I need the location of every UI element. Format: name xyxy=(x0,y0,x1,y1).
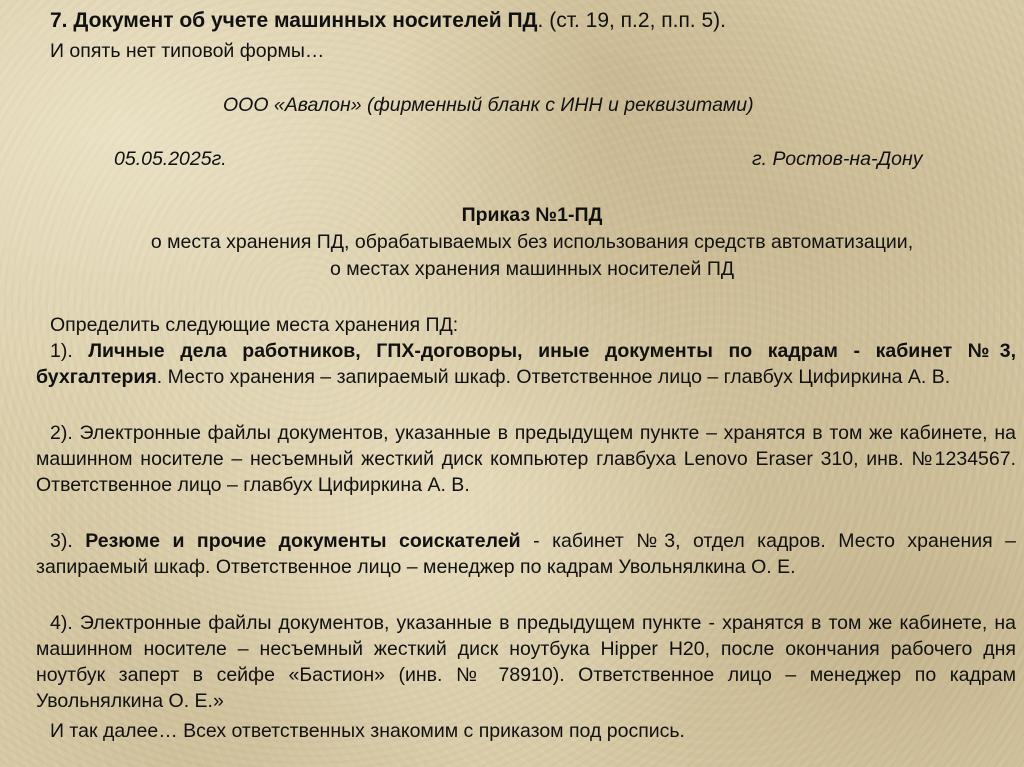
heading-line xyxy=(50,8,726,34)
item-prefix: 2). xyxy=(50,422,80,444)
item-text: Электронные файлы документов, указанные в предыдущем пункте - хранятся в том же кабинете, на машинном носителе – несъемный жесткий диск ноутбука Hipper H20, после окончания рабочего дня ноутбук заперт в сейфе «Бастион» (инв. № 78910). Ответственное лицо – менеджер по кадрам Увольнялкина О. Е.» xyxy=(36,612,1016,712)
letterhead-city: г. Ростов-на-Дону xyxy=(752,148,923,170)
body-intro: Определить следующие места хранения ПД: xyxy=(50,314,459,336)
body-closing: И так далее… Всех ответственных знакомим с приказом под роспись. xyxy=(50,720,685,742)
item-prefix: 4). xyxy=(50,612,80,634)
list-item-3 xyxy=(36,528,1016,580)
order-subtitle-line1: о места хранения ПД, обрабатываемых без использования средств автоматизации, xyxy=(150,231,914,253)
list-item-4 xyxy=(36,610,1016,714)
letterhead-company: ООО «Авалон» (фирменный бланк с ИНН и реквизитами) xyxy=(223,94,754,116)
item-text: . Место хранения – запираемый шкаф. Ответственное лицо – главбух Цифиркина А. В. xyxy=(156,366,951,388)
order-title: Приказ №1-ПД xyxy=(461,204,603,226)
item-bold-text: Резюме и прочие документы соискателей xyxy=(85,530,521,552)
heading-title: 7. Документ об учете машинных носителей ПД xyxy=(50,9,538,32)
list-item-2 xyxy=(36,420,1016,498)
order-subtitle-line2: о местах хранения машинных носителей ПД xyxy=(329,258,735,280)
item-prefix: 3). xyxy=(50,530,86,552)
list-item-1 xyxy=(36,338,1016,390)
item-prefix: 1). xyxy=(50,340,89,362)
letterhead-date: 05.05.2025г. xyxy=(114,148,227,170)
item-bold-text: Личные дела работников, ГПХ-договоры, иные документы по кадрам - кабинет №3, бухгалтерия xyxy=(36,340,1016,388)
item-text: - кабинет №3, отдел кадров. Место хранения – запираемый шкаф. Ответственное лицо – менеджер по кадрам Увольнялкина О. Е. xyxy=(36,530,1017,578)
heading-subtitle: И опять нет типовой формы… xyxy=(50,40,325,62)
heading-reference: . (ст. 19, п.2, п.п. 5). xyxy=(537,9,726,32)
item-text: Электронные файлы документов, указанные в предыдущем пункте – хранятся в том же кабинете, на машинном носителе – несъемный жесткий диск компьютер главбуха Lenovo Eraser 310, инв. №1234567. Ответственное лицо – главбух Цифиркина А. В. xyxy=(36,422,1016,496)
